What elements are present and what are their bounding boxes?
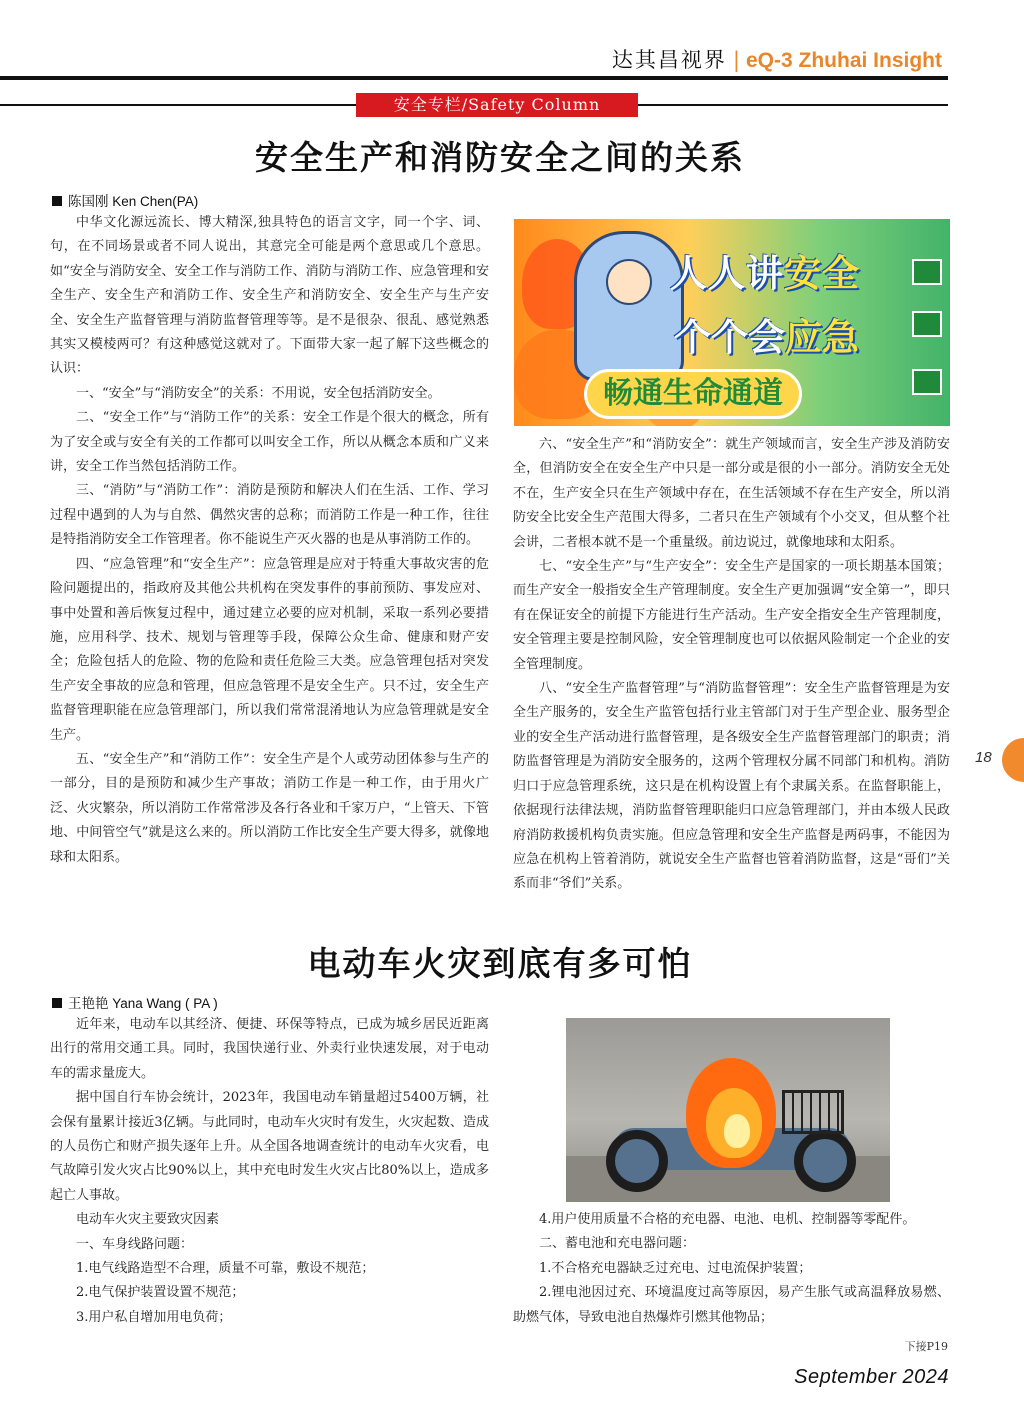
banner-line-1-a: 人人讲 [670,252,784,295]
brand-separator: | [732,48,740,72]
article-2-title: 电动车火灾到底有多可怕 [307,944,693,983]
list-item: 2.电气保护装置设置不规范； [76,1285,245,1301]
paragraph: 八、“安全生产监督管理”与“消防监督管理”：安全生产监督管理是为安全生产服务的，安全生产监管包括行业主管部门对于生产型企业、服务型企业的安全生产活动进行监督管理，是各级安全生产监督管理部门的职责；消防监督管理是为消防安全服务的，这两个管理权分属不同部门和机构。消防归口于应急管理系统，这只是在机构设置上有个隶属关系。在监督职能上，依据现行法律法规，消防监督管理职能归口应急管理部门，并由本级人民政府消防救援机构负责实施。但应急管理和安全生产监督是两码事，不能因为应急在机构上管着消防，就说安全生产监督也管着消防监督，这是“哥们”关系而非“爷们”关系。 [513,681,950,892]
publication-brand [612,44,942,74]
paragraph: 二、“安全工作”与“消防工作”的关系：安全工作是个很大的概念，所有为了安全或与安全有关的工作都可以叫安全工作，所以从概念本质和广义来讲，安全工作当然包括消防工作。 [50,410,489,475]
paragraph: 四、“应急管理”和“安全生产”：应急管理是应对于特重大事故灾害的危险问题提出的，指政府及其他公共机构在突发事件的事前预防、事发应对、事中处置和善后恢复过程中，通过建立必要的应对机制，采取一系列必要措施，应用科学、技术、规划与管理等手段，保障公众生命、健康和财产安全；危险包括人的危险、物的危险和责任危险三大类。应急管理包括对突发生产安全事故的应急和管理，但应急管理不是安全生产。只不过，安全生产监督管理职能在应急管理部门，所以我们常常混淆地认为应急管理就是安全生产。 [50,556,489,743]
paragraph: 电动车火灾主要致灾因素 [76,1212,220,1228]
list-item: 1.不合格充电器缺乏过充电、过电流保护装置； [539,1260,812,1276]
paragraph: 据中国自行车协会统计，2023年，我国电动车销量超过5400万辆，社会保有量累计接近3亿辆。与此同时，电动车火灾时有发生，火灾起数、造成的人员伤亡和财产损失逐年上升。从全国各地调查统计的电动车火灾看，电气故障引发火灾占比90%以上，其中充电时发生火灾占比80%以上，造成多起亡人事故。 [50,1090,489,1203]
list-item: 2.锂电池因过充、环境温度过高等原因，易产生胀气或高温释放易燃、助燃气体，导致电池自热爆炸引燃其他物品； [513,1285,950,1325]
list-item: 1.电气线路造型不合理，质量不可靠，敷设不规范； [76,1261,375,1277]
banner-line-1-b: 安全 [784,252,860,295]
exit-sign-icon [912,311,942,337]
paragraph: 近年来，电动车以其经济、便捷、环保等特点，已成为城乡居民近距离出行的常用交通工具。同时，我国快递行业、外卖行业快速发展，对于电动车的需求量庞大。 [50,1017,489,1081]
exit-sign-icon [912,369,942,395]
article-2-byline [52,992,218,1012]
paragraph: 五、“安全生产”和“消防工作”：安全生产是个人或劳动团体参与生产的一部分，目的是预防和减少生产事故；消防工作是一种工作，由于用火广泛、火灾繁杂，所以消防工作常常涉及各行各业和千家万户，“上管天、下管地、中间管空气”就是这么来的。所以消防工作比安全生产要大得多，就像地球和太阳系。 [50,751,489,865]
banner-line-2-a: 个个会 [674,316,785,359]
article-1-author: 陈国刚 Ken Chen(PA) [68,194,199,209]
banner-line-3: 畅通生命通道 [584,369,802,419]
banner-line-1 [670,243,860,297]
child-figure-illustration [574,231,684,381]
paragraph: 七、“安全生产”与“生产安全”：安全生产是国家的一项长期基本国策；而生产安全一般指安全生产管理制度。安全生产更加强调“安全第一”，即只有在保证安全的前提下方能进行生产活动。生产安全指安全生产管理制度，安全管理主要是控制风险，安全管理制度也可以依据风险制定一个企业的安全管理制度。 [513,559,950,672]
banner-line-2 [674,307,859,361]
byline-square-icon [52,196,62,206]
page-number: 18 [975,749,992,766]
brand-chinese: 达其昌视界 [611,48,727,72]
byline-square-icon [52,998,62,1008]
brand-english: eQ-3 Zhuhai Insight [745,49,942,72]
article-1-byline [52,190,198,210]
article-2-author: 王艳艳 Yana Wang ( PA ) [68,996,218,1011]
wheel-shape [794,1130,856,1192]
burning-e-bike-photo [566,1018,890,1202]
safety-banner-image [514,219,950,426]
wheel-shape [606,1130,668,1192]
paragraph: 中华文化源远流长、博大精深,独具特色的语言文字，同一个字、词、句，在不同场景或者不同人说出，其意完全可能是两个意思或几个意思。如“安全与消防安全、安全工作与消防工作、消防与消防工作、应急管理和安全生产、安全生产和消防工作、安全生产和消防安全、安全生产与生产安全、安全生产监督管理与消防监督管理等等。是不是很杂、很乱、感觉熟悉其实又模棱两可？有这种感觉这就对了。下面带大家一起了解下这些概念的认识： [50,215,489,377]
article-1-left-column [50,211,489,870]
column-tag: 安全专栏/Safety Column [356,93,638,117]
paragraph: 六、“安全生产”和“消防安全”：就生产领域而言，安全生产涉及消防安全，但消防安全在安全生产中只是一部分或是很的小一部分。消防安全无处不在，生产安全只在生产领域中存在，在生活领域不存在生产安全，所以消防安全比安全生产范围大得多，二者只在生产领域有个小交叉，但从整个社会讲，二者根本就不是一个重量级。前边说过，就像地球和太阳系。 [513,437,950,550]
child-face-illustration [606,259,652,305]
article-2-right-column [513,1208,950,1330]
paragraph: 一、车身线路问题： [76,1236,194,1252]
banner-line-2-b: 应急 [785,316,859,359]
page-tab-marker [1002,738,1024,782]
exit-sign-icon [912,259,942,285]
header-rule-thick [0,76,948,80]
article-1-right-column [513,433,950,897]
article-1-title: 安全生产和消防安全之间的关系 [255,138,745,177]
issue-date: September 2024 [794,1366,949,1388]
paragraph: 三、“消防”与“消防工作”：消防是预防和解决人们在生活、工作、学习过程中遇到的人为与自然、偶然灾害的总称；而消防工作是一种工作，往往是特指消防安全工作管理者。你不能说生产灭火器的也是从事消防工作的。 [50,483,489,548]
list-item: 4.用户使用质量不合格的充电器、电池、电机、控制器等零配件。 [539,1212,916,1227]
continued-note: 下接P19 [904,1340,948,1353]
article-2-left-column [50,1013,489,1330]
paragraph: 一、“安全”与“消防安全”的关系：不用说，安全包括消防安全。 [76,385,441,401]
fire-shape [724,1114,750,1148]
basket-shape [782,1090,844,1134]
paragraph: 二、蓄电池和充电器问题： [539,1236,696,1252]
list-item: 3.用户私自增加用电负荷； [76,1309,232,1325]
